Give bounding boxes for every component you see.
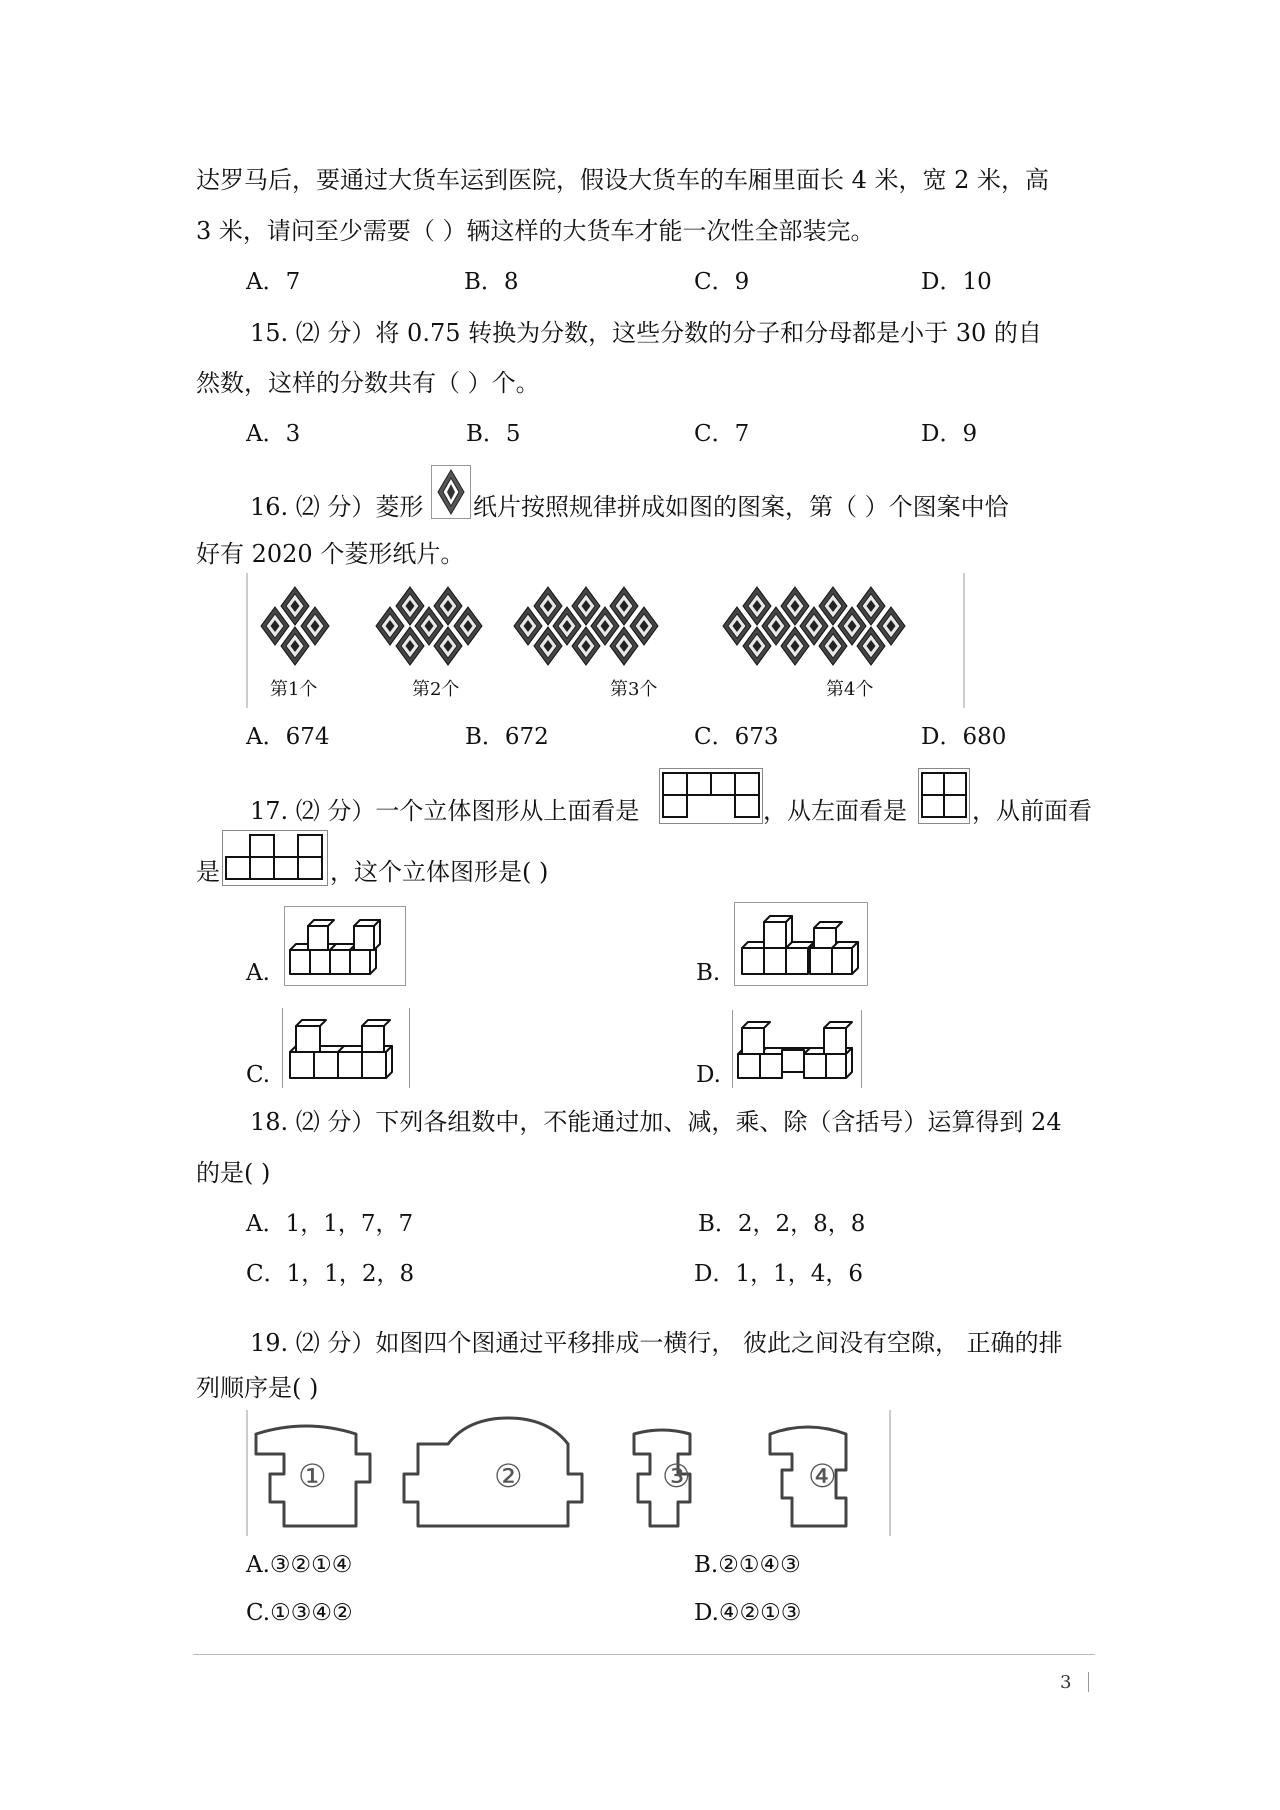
q18-line1: 18. ⑵ 分）下列各组数中，不能通过加、减，乘、除（含括号）运算得到 24 — [250, 1108, 1062, 1136]
q17-line2-end: ，这个立体图形是( ) — [330, 858, 549, 886]
piece-2-label: ② — [494, 1457, 523, 1495]
q19-line2: 列顺序是( ) — [196, 1374, 319, 1402]
front-view-figure — [222, 830, 328, 886]
solid-option-c-figure — [282, 1008, 410, 1088]
q14-option-c: C．9 — [694, 269, 750, 295]
translation-pieces-figure — [246, 1410, 892, 1536]
solid-option-a-figure — [284, 906, 406, 986]
left-view-figure — [918, 768, 970, 824]
rhombus-tile-icon — [431, 465, 471, 519]
pattern-1 — [261, 587, 329, 665]
q18-option-c: C．1，1，2，8 — [246, 1261, 415, 1287]
pattern-label-3: 第3个 — [610, 679, 658, 700]
pattern-label-4: 第4个 — [826, 679, 874, 700]
q14-line2: 3 米，请问至少需要（ ）辆这样的大货车才能一次性全部装完。 — [196, 217, 875, 245]
q19-option-b: B.②①④③ — [694, 1552, 801, 1578]
pattern-label-1: 第1个 — [270, 679, 318, 700]
q18-option-b: B．2，2，8，8 — [698, 1211, 866, 1237]
q17-option-d: D. — [696, 1062, 721, 1088]
q17-option-b: B. — [696, 960, 721, 986]
q16-line1-start: 16. ⑵ 分）菱形 — [250, 493, 424, 521]
q15-option-b: B．5 — [466, 421, 521, 447]
piece-3-label: ③ — [662, 1457, 691, 1495]
piece-4-label: ④ — [808, 1457, 837, 1495]
q18-option-d: D．1，1，4，6 — [694, 1261, 863, 1287]
q17-line1-start: 17. ⑵ 分）一个立体图形从上面看是 — [250, 797, 640, 825]
q16-option-a: A．674 — [246, 724, 330, 750]
q14-option-b: B．8 — [464, 269, 519, 295]
pattern-2 — [376, 587, 482, 665]
pattern-label-2: 第2个 — [412, 679, 460, 700]
q14-option-d: D．10 — [921, 269, 992, 295]
page-number-separator — [1088, 1672, 1089, 1692]
top-view-figure — [659, 768, 763, 824]
q16-line2: 好有 2020 个菱形纸片。 — [196, 540, 465, 568]
pattern-3 — [514, 587, 658, 665]
q15-line1: 15. ⑵ 分）将 0.75 转换为分数，这些分数的分子和分母都是小于 30 的自 — [250, 319, 1042, 347]
footer-divider — [193, 1654, 1095, 1655]
q17-line2-start: 是 — [196, 858, 220, 886]
pattern-4 — [723, 587, 905, 665]
q15-line2: 然数，这样的分数共有（ ）个。 — [196, 369, 540, 397]
solid-option-b-figure — [734, 902, 868, 986]
q14-line1: 达罗马后，要通过大货车运到医院，假设大货车的车厢里面长 4 米，宽 2 米，高 — [196, 166, 1050, 194]
q18-line2: 的是( ) — [196, 1159, 271, 1187]
q16-option-c: C．673 — [694, 724, 779, 750]
q19-option-a: A.③②①④ — [246, 1552, 353, 1578]
q17-line1-mid: ，从左面看是 — [763, 797, 907, 825]
q16-line1-end: 纸片按照规律拼成如图的图案，第（ ）个图案中恰 — [473, 493, 1009, 521]
q14-option-a: A．7 — [246, 269, 301, 295]
q18-option-a: A．1，1，7，7 — [246, 1211, 414, 1237]
page-number: 3 — [1060, 1672, 1072, 1693]
q15-option-c: C．7 — [694, 421, 750, 447]
solid-option-d-figure — [732, 1010, 862, 1088]
q16-option-b: B．672 — [465, 724, 549, 750]
q17-option-c: C. — [246, 1062, 271, 1088]
q15-option-a: A．3 — [246, 421, 301, 447]
q17-line1-end: ，从前面看 — [972, 797, 1092, 825]
q19-option-d: D.④②①③ — [694, 1600, 802, 1626]
q17-option-a: A. — [246, 960, 270, 986]
q19-option-c: C.①③④② — [246, 1600, 353, 1626]
piece-1-label: ① — [298, 1457, 327, 1495]
q16-option-d: D．680 — [921, 724, 1007, 750]
piece-2-outline — [404, 1418, 582, 1526]
q19-line1: 19. ⑵ 分）如图四个图通过平移排成一横行， 彼此之间没有空隙， 正确的排 — [250, 1329, 1063, 1357]
q15-option-d: D．9 — [921, 421, 978, 447]
